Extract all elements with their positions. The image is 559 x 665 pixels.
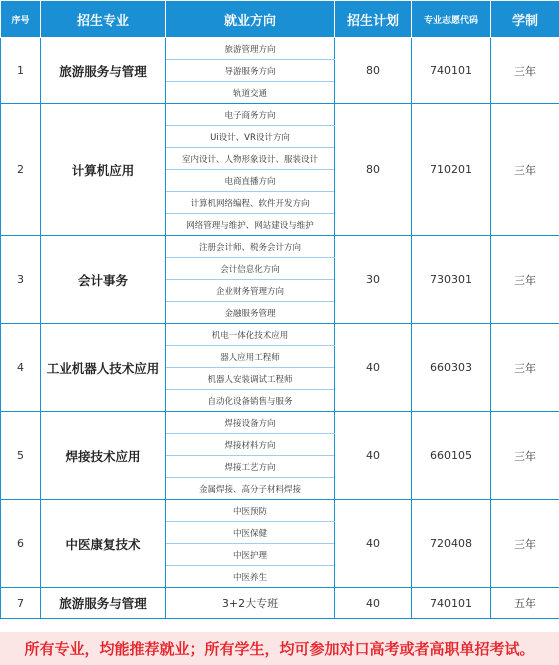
row-index: 6 (1, 500, 41, 588)
row-major: 中医康复技术 (41, 500, 166, 588)
row-direction: Ui设计、VR设计方向 (166, 126, 335, 148)
table-row (1, 588, 559, 619)
row-code: 710201 (412, 104, 491, 236)
row-direction: 导游服务方向 (166, 60, 335, 82)
header-code: 专业志愿代码 (412, 1, 491, 38)
row-years: 三年 (491, 324, 559, 412)
row-direction: 中医护理 (166, 544, 335, 566)
row-major: 旅游服务与管理 (41, 38, 166, 104)
row-code: 740101 (412, 588, 491, 619)
row-index: 4 (1, 324, 41, 412)
header-direction: 就业方向 (166, 1, 335, 38)
row-index: 3 (1, 236, 41, 324)
row-direction: 金融服务管理 (166, 302, 335, 324)
row-code: 730301 (412, 236, 491, 324)
row-years: 三年 (491, 104, 559, 236)
row-code: 720408 (412, 500, 491, 588)
row-direction: 室内设计、人物形象设计、服装设计 (166, 148, 335, 170)
row-major: 工业机器人技术应用 (41, 324, 166, 412)
row-direction: 旅游管理方向 (166, 38, 335, 60)
row-direction: 3+2大专班 (166, 588, 335, 619)
header-index: 序号 (1, 1, 41, 38)
row-direction: 焊接设备方向 (166, 412, 335, 434)
row-major: 焊接技术应用 (41, 412, 166, 500)
row-direction: 轨道交通 (166, 82, 335, 104)
row-major: 会计事务 (41, 236, 166, 324)
row-direction: 焊接材料方向 (166, 434, 335, 456)
row-plan: 40 (335, 412, 412, 500)
row-direction: 金属焊接、高分子材料焊接 (166, 478, 335, 500)
row-direction: 机器人安装调试工程师 (166, 368, 335, 390)
table-body (1, 38, 559, 619)
row-direction: 焊接工艺方向 (166, 456, 335, 478)
row-years: 三年 (491, 38, 559, 104)
row-direction: 注册会计师、税务会计方向 (166, 236, 335, 258)
table-row (1, 500, 559, 522)
row-index: 1 (1, 38, 41, 104)
row-major: 计算机应用 (41, 104, 166, 236)
row-years: 三年 (491, 500, 559, 588)
row-plan: 40 (335, 324, 412, 412)
header-major: 招生专业 (41, 1, 166, 38)
table-row (1, 236, 559, 258)
row-direction: 中医预防 (166, 500, 335, 522)
table-header-row (1, 1, 559, 38)
row-index: 7 (1, 588, 41, 619)
row-direction: 中医养生 (166, 566, 335, 588)
row-direction: 企业财务管理方向 (166, 280, 335, 302)
row-code: 740101 (412, 38, 491, 104)
row-years: 三年 (491, 412, 559, 500)
row-years: 五年 (491, 588, 559, 619)
table-row (1, 104, 559, 126)
row-code: 660303 (412, 324, 491, 412)
row-direction: 会计信息化方向 (166, 258, 335, 280)
row-plan: 40 (335, 500, 412, 588)
table-row (1, 412, 559, 434)
row-direction: 自动化设备销售与服务 (166, 390, 335, 412)
table-row (1, 324, 559, 346)
row-plan: 40 (335, 588, 412, 619)
row-plan: 80 (335, 104, 412, 236)
row-plan: 80 (335, 38, 412, 104)
footer-notice: 所有专业，均能推荐就业；所有学生，均可参加对口高考或者高职单招考试。 (24, 640, 535, 658)
row-index: 5 (1, 412, 41, 500)
row-direction: 中医保健 (166, 522, 335, 544)
row-index: 2 (1, 104, 41, 236)
row-plan: 30 (335, 236, 412, 324)
row-years: 三年 (491, 236, 559, 324)
header-years: 学制 (491, 1, 559, 38)
row-major: 旅游服务与管理 (41, 588, 166, 619)
row-direction: 机电一体化技术应用 (166, 324, 335, 346)
row-direction: 电子商务方向 (166, 104, 335, 126)
table-row (1, 38, 559, 60)
header-plan: 招生计划 (335, 1, 412, 38)
row-direction: 计算机网络编程、软件开发方向 (166, 192, 335, 214)
row-direction: 电商直播方向 (166, 170, 335, 192)
row-direction: 器人应用工程师 (166, 346, 335, 368)
footer-banner (0, 632, 559, 665)
row-code: 660105 (412, 412, 491, 500)
row-direction: 网络管理与维护、网站建设与维护 (166, 214, 335, 236)
